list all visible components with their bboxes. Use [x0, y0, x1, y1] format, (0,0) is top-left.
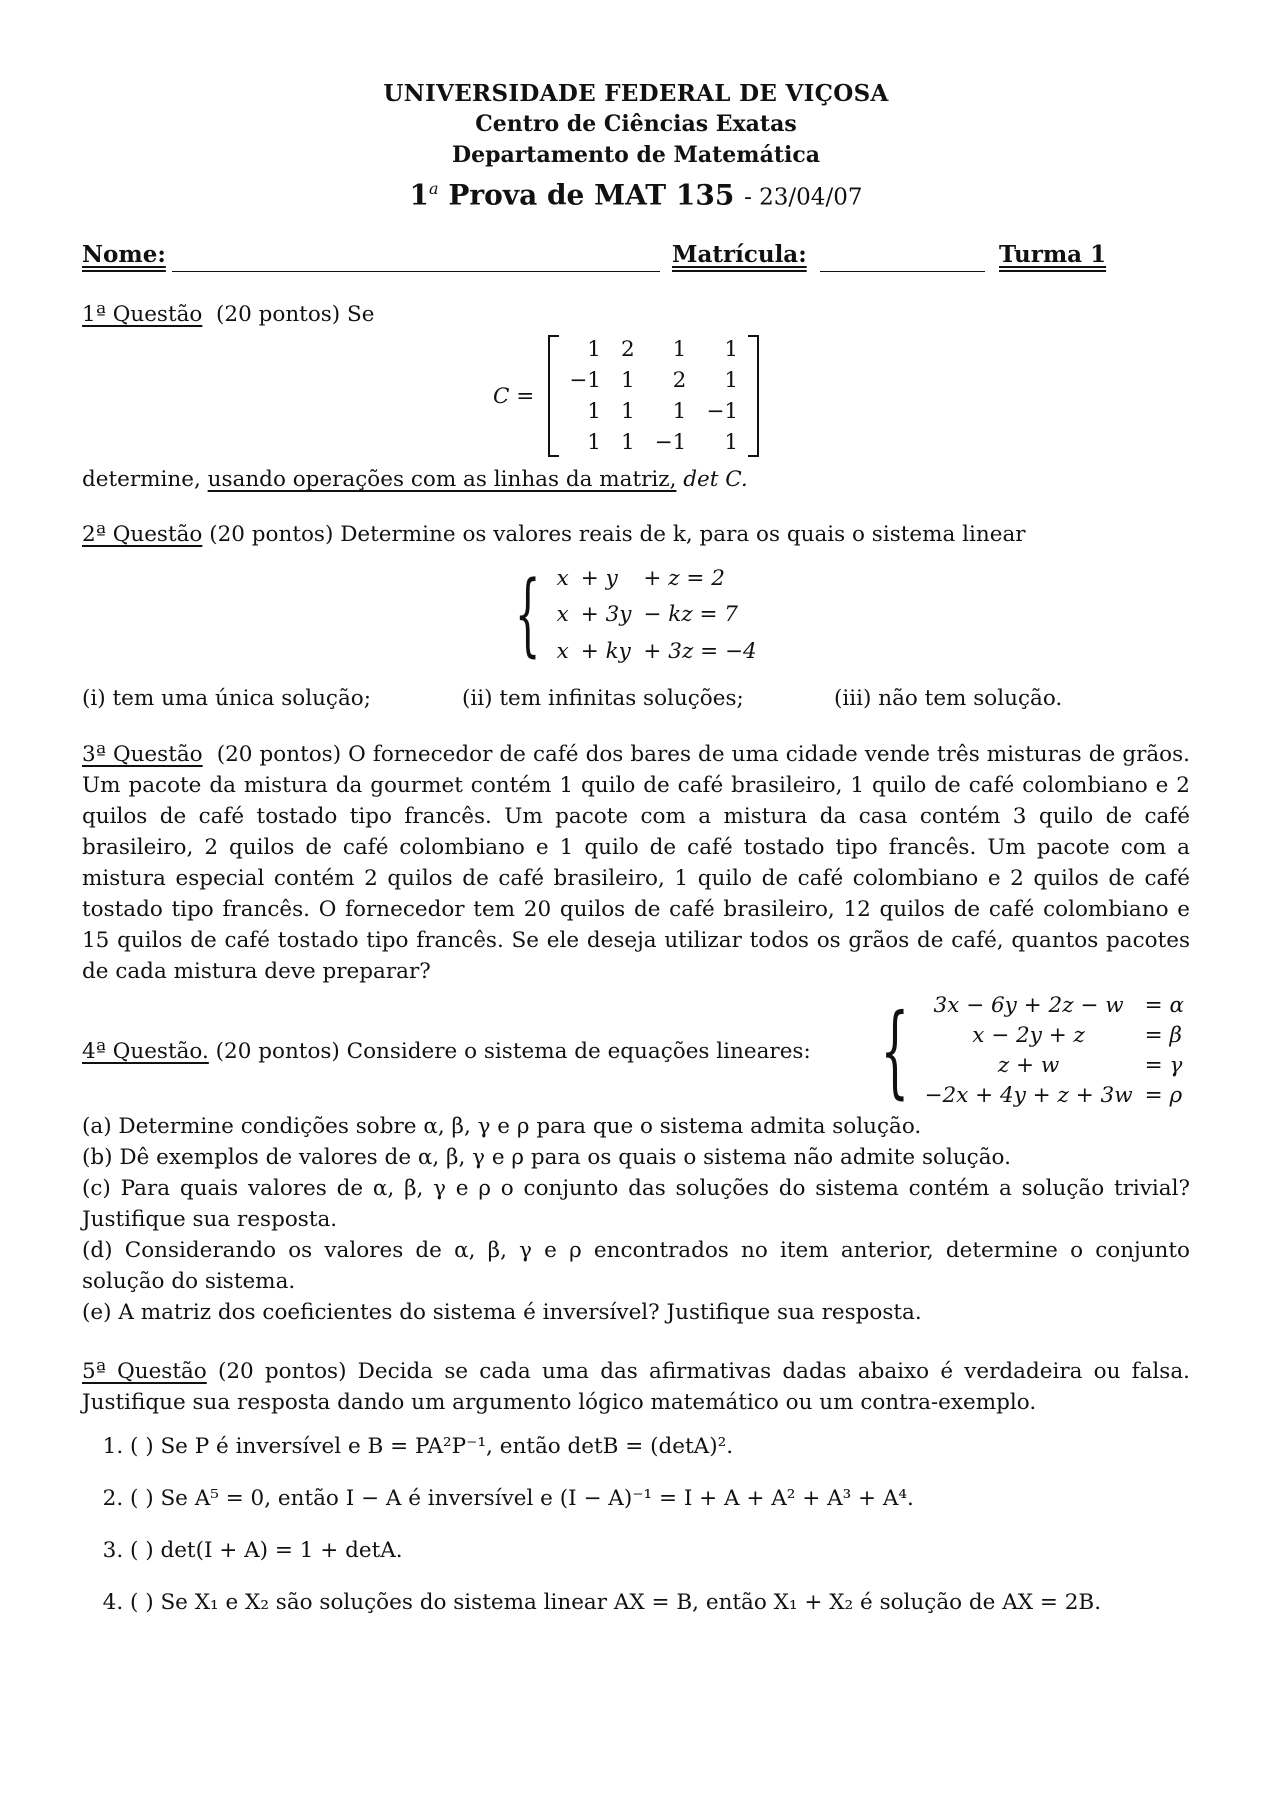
q3-text: (20 pontos) O fornecedor de café dos bares de uma cidade vende três misturas de grãos. Um pacote da mistura da gourmet contém 1 quilo de café brasileiro, 1 quilo de café colombiano e 2 quilos de café tostado tipo francês. Um pacote com a mistura da casa contém 3 quilo de café brasileiro, 2 quilos de café colombiano e 1 quilo de café tostado tipo francês. Um pacote com a mistura especial contém 2 quilos de café brasileiro, 1 quilo de café colombiano e 2 quilos de café tostado tipo francês. O fornecedor tem 20 quilos de café brasileiro, 12 quilos de café colombiano e 15 quilos de café tostado tipo francês. Se ele deseja utilizar todos os grãos de café, quantos pacotes de cada mistura deve preparar? [82, 742, 1190, 985]
matrix-cell: −1 [654, 430, 687, 456]
matrix-c [559, 334, 748, 458]
q2-option-i: (i) tem uma única solução; [82, 686, 371, 712]
matrix-left-bracket [548, 335, 559, 457]
question-4 [82, 991, 1190, 1328]
q4-heading: 4ª Questão. [82, 1038, 209, 1064]
matrix-cell: 1 [620, 399, 635, 425]
system-term: = β [1144, 1023, 1182, 1049]
exam-page [82, 0, 1190, 1811]
question-5 [82, 1356, 1190, 1618]
q4-intro-row [82, 991, 1190, 1111]
system-term: 3x − 6y + 2z − w [933, 993, 1124, 1019]
exam-number: 1 [409, 178, 430, 212]
q4-system-block [863, 991, 1190, 1111]
q1-text-underlined: usando operações com as linhas da matriz, [207, 467, 677, 493]
matrix-row [559, 427, 748, 458]
matrix-cell: 1 [724, 430, 739, 456]
matrix-cell: −1 [706, 399, 739, 425]
matricula-field[interactable] [820, 249, 985, 272]
q4-item-e: (e) A matriz dos coeficientes do sistema é inversível? Justifique sua resposta. [82, 1300, 922, 1326]
system-term: x [556, 602, 569, 628]
q2-option-ii: (ii) tem infinitas soluções; [462, 686, 744, 712]
question-2 [82, 519, 1190, 711]
q1-text-a: determine, [82, 467, 208, 493]
q5-text: (20 pontos) Decida se cada uma das afirmativas dadas abaixo é verdadeira ou falsa. Justifique sua resposta dando um argumento lógico matemático ou um contra-exemplo. [82, 1359, 1190, 1416]
q4-brace: { [880, 992, 910, 1110]
center-name: Centro de Ciências Exatas [475, 111, 797, 137]
system-term: x [556, 565, 569, 591]
matrix-cell: 2 [672, 368, 687, 394]
exam-title [82, 173, 1190, 213]
q4-item-c: (c) Para quais valores de α, β, γ e ρ o conjunto das soluções do sistema contém a solução trivial? Justifique sua resposta. [82, 1176, 1190, 1233]
question-3 [82, 739, 1190, 987]
q4-item-a: (a) Determine condições sobre α, β, γ e ρ para que o sistema admita solução. [82, 1114, 922, 1140]
matrix-cell: 1 [724, 337, 739, 363]
q2-system [551, 560, 763, 670]
system-row [551, 597, 763, 634]
q1-matrix-label: C = [492, 383, 535, 409]
matrix-cell: 1 [620, 430, 635, 456]
q3-heading: 3ª Questão [82, 742, 203, 768]
system-term: z + w [997, 1053, 1060, 1079]
q4-text: (20 pontos) Considere o sistema de equações lineares: [215, 1038, 811, 1064]
q2-brace: { [515, 562, 541, 668]
system-term: = γ [1144, 1053, 1183, 1079]
matrix-cell: −1 [569, 368, 601, 394]
q2-option-iii: (iii) não tem solução. [834, 686, 1063, 712]
exam-number-sup: a [429, 179, 439, 198]
name-field[interactable] [172, 249, 660, 272]
system-row [919, 1021, 1190, 1051]
q2-text: (20 pontos) Determine os valores reais de k, para os quais o sistema linear [209, 522, 1026, 548]
system-term: = α [1144, 993, 1184, 1019]
q2-heading: 2ª Questão [82, 522, 203, 548]
system-row [919, 1051, 1190, 1081]
system-term: + y [580, 565, 618, 591]
system-term: −2x + 4y + z + 3w [924, 1083, 1133, 1109]
matrix-cell: 2 [620, 337, 635, 363]
system-term: − kz = 7 [643, 602, 738, 628]
q5-item-3: 3. ( ) det(I + A) = 1 + detA. [130, 1536, 1190, 1566]
q5-item-4: 4. ( ) Se X₁ e X₂ são soluções do sistema linear AX = B, então X₁ + X₂ é solução de AX = 2B. [130, 1588, 1190, 1618]
matrix-cell: 1 [587, 430, 601, 456]
system-term: x [556, 638, 569, 664]
exam-title-text: Prova de MAT 135 [448, 178, 735, 212]
question-1 [82, 299, 1190, 495]
matrix-row [559, 396, 748, 427]
q5-item-2: 2. ( ) Se A⁵ = 0, então I − A é inversível e (I − A)⁻¹ = I + A + A² + A³ + A⁴. [130, 1484, 1190, 1514]
system-term: + 3z = −4 [643, 638, 757, 664]
university-name: UNIVERSIDADE FEDERAL DE VIÇOSA [383, 80, 889, 107]
system-row [551, 560, 763, 597]
system-term: + z = 2 [643, 565, 725, 591]
system-term: = ρ [1144, 1083, 1183, 1109]
system-row [919, 991, 1190, 1021]
department-name: Departamento de Matemática [452, 142, 820, 168]
student-id-row [82, 241, 1190, 281]
q5-item-1: 1. ( ) Se P é inversível e B = PA²P⁻¹, então detB = (detA)². [130, 1432, 1190, 1462]
matrix-cell: 1 [672, 337, 687, 363]
q2-options [82, 686, 1190, 711]
q1-text-b: det C. [676, 467, 748, 493]
q2-system-block [72, 560, 1190, 670]
matrix-cell: 1 [672, 399, 687, 425]
q4-system [919, 991, 1190, 1111]
name-label: Nome: [82, 241, 166, 269]
system-row [551, 634, 763, 671]
q4-item-b: (b) Dê exemplos de valores de α, β, γ e ρ para os quais o sistema não admite solução. [82, 1145, 1011, 1171]
matrix-row [559, 334, 748, 365]
q5-items [82, 1432, 1190, 1618]
matrix-cell: 1 [587, 337, 601, 363]
matrix-cell: 1 [620, 368, 635, 394]
matrix-cell: 1 [587, 399, 601, 425]
matrix-row [559, 365, 748, 396]
matricula-label: Matrícula: [672, 241, 807, 269]
q4-item-d: (d) Considerando os valores de α, β, γ e ρ encontrados no item anterior, determine o conjunto solução do sistema. [82, 1238, 1190, 1295]
exam-header [82, 78, 1190, 213]
q1-matrix-block [62, 334, 1190, 458]
q1-heading: 1ª Questão [82, 302, 203, 328]
matrix-right-bracket [748, 335, 759, 457]
q5-heading: 5ª Questão [82, 1359, 207, 1385]
matrix-cell: 1 [724, 368, 739, 394]
system-term: x − 2y + z [972, 1023, 1085, 1049]
exam-date: - 23/04/07 [744, 184, 863, 211]
system-term: + ky [580, 638, 631, 664]
system-term: + 3y [580, 602, 632, 628]
turma-label: Turma 1 [999, 241, 1107, 269]
system-row [919, 1081, 1190, 1111]
q1-points: (20 pontos) Se [216, 302, 375, 328]
